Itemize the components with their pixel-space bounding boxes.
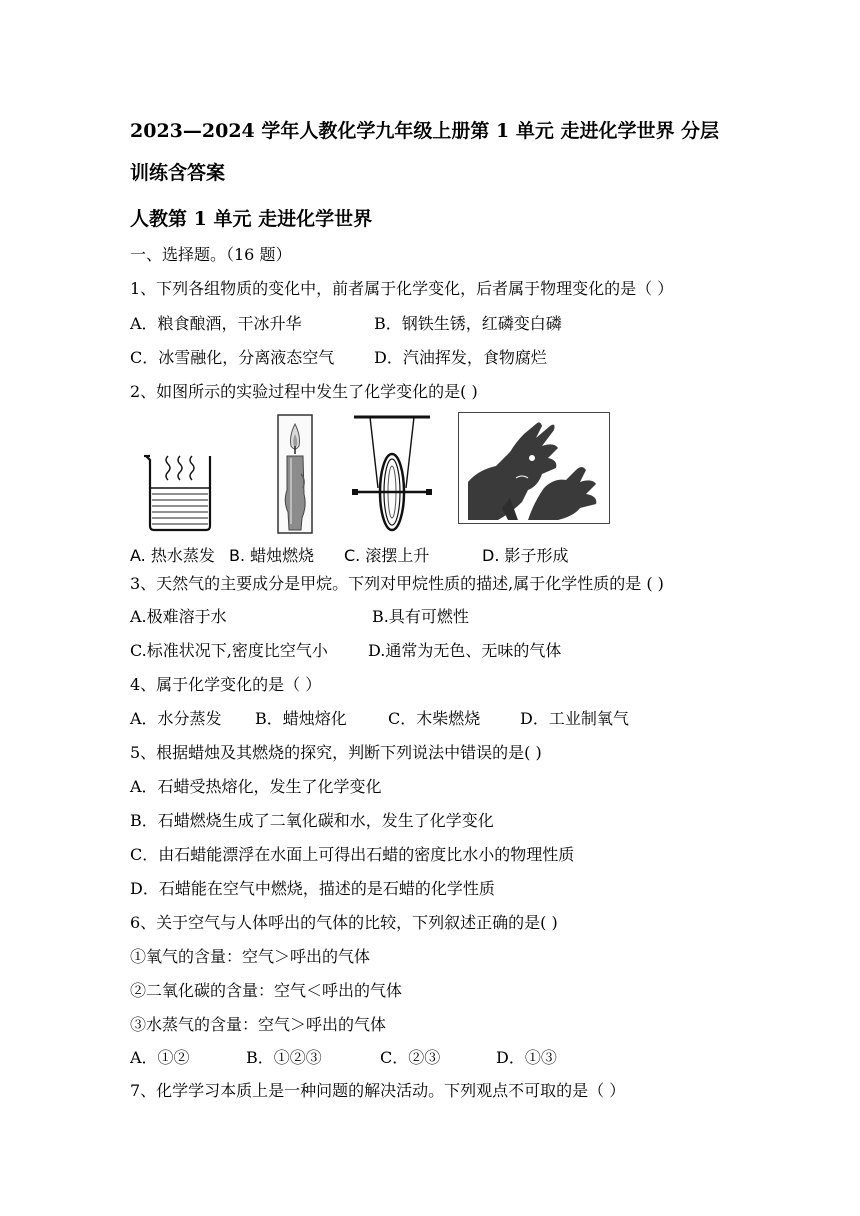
question-4-option-c: C．木柴燃烧	[388, 709, 481, 728]
question-1-stem: 1、下列各组物质的变化中，前者属于化学变化，后者属于物理变化的是（ ）	[130, 279, 674, 298]
question-1-option-a: A．粮食酿酒，干冰升华	[130, 314, 302, 333]
question-2-option-a: A. 热水蒸发	[130, 546, 215, 565]
beaker-figure	[140, 450, 220, 534]
question-6-stem: 6、关于空气与人体呼出的气体的比较，下列叙述正确的是( )	[130, 913, 558, 932]
section-title: 人教第 1 单元 走进化学世界	[130, 208, 373, 230]
question-2-captions	[130, 543, 610, 567]
question-2-option-d: D. 影子形成	[482, 546, 569, 565]
question-4-stem: 4、属于化学变化的是（ ）	[130, 675, 322, 694]
question-1-option-c: C．冰雪融化，分离液态空气	[130, 348, 335, 367]
question-5-stem: 5、根据蜡烛及其燃烧的探究，判断下列说法中错误的是( )	[130, 743, 542, 762]
question-5-option-a: A．石蜡受热熔化，发生了化学变化	[130, 777, 382, 796]
question-6-option-c: C．②③	[380, 1048, 441, 1067]
question-6-statement-2: ②二氧化碳的含量：空气＜呼出的气体	[130, 981, 403, 1000]
question-4-option-b: B．蜡烛熔化	[255, 709, 347, 728]
question-3-option-d: D.通常为无色、无味的气体	[368, 641, 562, 660]
hand-shadow-figure	[458, 412, 610, 524]
question-5-option-b: B．石蜡燃烧生成了二氧化碳和水，发生了化学变化	[130, 811, 494, 830]
question-5-option-d: D．石蜡能在空气中燃烧，描述的是石蜡的化学性质	[130, 879, 495, 898]
question-3-option-c: C.标准状况下,密度比空气小	[130, 641, 328, 660]
pendulum-figure	[350, 412, 434, 536]
question-2-option-c: C. 滚摆上升	[344, 546, 430, 565]
question-3-option-a: A.极难溶于水	[130, 607, 227, 626]
question-6-option-b: B．①②③	[246, 1048, 322, 1067]
question-6-option-d: D．①③	[496, 1048, 557, 1067]
candle-figure	[277, 414, 313, 534]
question-4-option-a: A．水分蒸发	[130, 709, 222, 728]
question-6-statement-3: ③水蒸气的含量：空气＞呼出的气体	[130, 1015, 387, 1034]
doc-title-line1: 2023—2024 学年人教化学九年级上册第 1 单元 走进化学世界 分层	[130, 120, 720, 142]
question-3-stem: 3、天然气的主要成分是甲烷。下列对甲烷性质的描述,属于化学性质的是 ( )	[130, 574, 664, 593]
question-4-option-d: D．工业制氧气	[520, 709, 629, 728]
question-1-option-d: D．汽油挥发，食物腐烂	[374, 348, 547, 367]
question-7-stem: 7、化学学习本质上是一种问题的解决活动。下列观点不可取的是（ ）	[130, 1081, 626, 1100]
question-1-option-b: B．钢铁生锈，红磷变白磷	[374, 314, 562, 333]
question-2-stem: 2、如图所示的实验过程中发生了化学变化的是( )	[130, 382, 478, 401]
part-heading: 一、选择题。（16 题）	[130, 245, 292, 264]
question-6-option-a: A．①②	[130, 1048, 190, 1067]
question-2-option-b: B. 蜡烛燃烧	[229, 546, 315, 565]
doc-title-line2: 训练含答案	[130, 162, 226, 184]
question-3-option-b: B.具有可燃性	[372, 607, 469, 626]
question-6-statement-1: ①氧气的含量：空气＞呼出的气体	[130, 947, 371, 966]
question-5-option-c: C．由石蜡能漂浮在水面上可得出石蜡的密度比水小的物理性质	[130, 845, 575, 864]
